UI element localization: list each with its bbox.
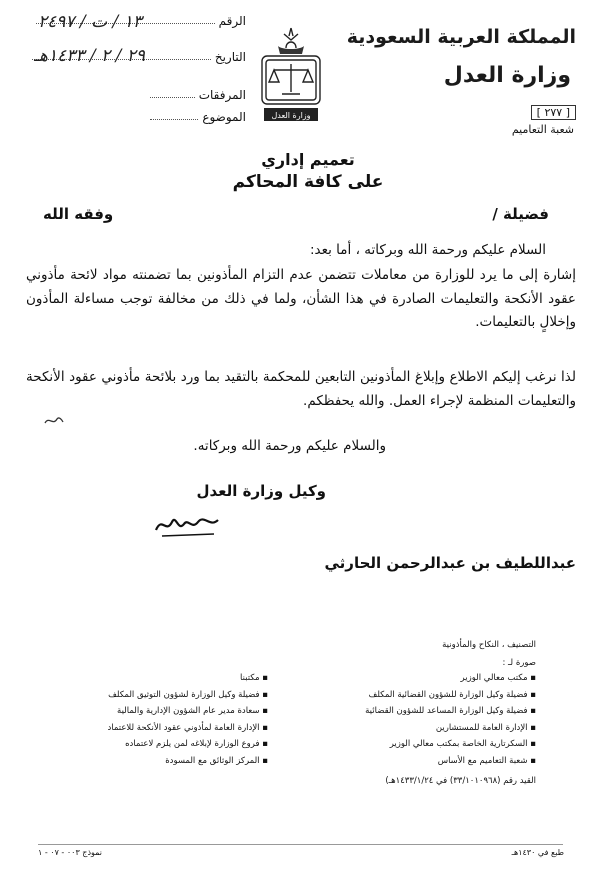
subject-dots — [150, 119, 198, 120]
footer-divider — [38, 844, 563, 845]
attachments-label: المرفقات — [198, 88, 246, 102]
list-item: ▪ الإدارة العامة للمستشارين — [316, 720, 536, 737]
record-number: القيد رقم (٣٣/١٠١٠٩٦٨) في ١٤٣٣/١/٢٤هـ) — [385, 776, 536, 786]
form-number: نموذج ٠٠٣ - ٠٧ - ١ — [38, 848, 103, 857]
signatory-title: وكيل وزارة العدل — [196, 482, 326, 500]
greeting: السلام عليكم ورحمة الله وبركاته ، أما بعد: — [309, 242, 546, 258]
department-label: شعبة التعاميم — [511, 123, 574, 136]
list-item: ▪ مكتب معالي الوزير — [316, 670, 536, 687]
kingdom-title: المملكة العربية السعودية — [346, 26, 576, 48]
circular-recipients: على كافة المحاكم — [232, 172, 384, 192]
ministry-emblem-icon — [258, 26, 324, 124]
subject-field — [150, 110, 246, 124]
copies-list-right — [316, 670, 536, 769]
ministry-title: وزارة العدل — [443, 63, 571, 88]
copies-list-left — [38, 670, 268, 769]
salutation-fadila: فضيلة / — [492, 205, 549, 223]
circular-title: تعميم إداري — [261, 150, 355, 169]
body-paragraph-2: لذا نرغب إليكم الاطلاع وإبلاغ المأذونين التابعين للمحكمة بالتقيد بما ورد بلائحة مأذوني عقود الأنكحة والتعليمات المنظمة لإجراء العمل. والله يحفظكم. — [26, 369, 576, 409]
list-item: ▪ السكرتارية الخاصة بمكتب معالي الوزير — [316, 736, 536, 753]
classification: التصنيف ، النكاح والمأذونية — [442, 640, 536, 650]
salutation-waffaqa: وفقه الله — [43, 205, 114, 223]
list-item: ▪ شعبة التعاميم مع الأساس — [316, 753, 536, 770]
list-item: ▪ فضيلة وكيل الوزارة المساعد للشؤون القضائية — [316, 703, 536, 720]
subject-label: الموضوع — [202, 110, 246, 124]
number-field — [36, 12, 246, 32]
list-item: ▪ المركز الوثائق مع المسودة — [38, 753, 268, 770]
closing-greeting: والسلام عليكم ورحمة الله وبركاته. — [193, 438, 386, 454]
emblem-caption: وزارة العدل — [271, 111, 311, 120]
signatory-name: عبداللطيف بن عبدالرحمن الحارثي — [324, 554, 576, 572]
handwritten-mark-icon — [44, 414, 64, 428]
body-paragraph-1: إشارة إلى ما يرد للوزارة من معاملات تتضمن عدم التزام المأذونين بما تضمنته مواد لائحة مأذوني عقود الأنكحة والتعليمات الصادرة في هذا الشأن، ولما في ذلك من مخالفة توجب مساءلة المأذون وإخلالٍ بالتعليمات. — [26, 267, 576, 330]
date-label: التاريخ — [214, 50, 246, 64]
attachments-dots — [150, 97, 195, 98]
copies-title: صورة لـ : — [502, 658, 536, 668]
number-value: ١٣ / ت / ٢٤٩٧ — [38, 12, 142, 32]
date-value: ٢٩ / ٢ / ١٤٣٣هـ — [34, 46, 145, 66]
attachments-field — [150, 88, 246, 102]
list-item: ▪ سعادة مدير عام الشؤون الإدارية والمالية — [38, 703, 268, 720]
list-item: ▪ الإدارة العامة لمأذوني عقود الأنكحة للاعتماد — [38, 720, 268, 737]
date-field — [32, 46, 246, 66]
list-item: ▪ فضيلة وكيل الوزارة للشؤون القضائية المكلف — [316, 687, 536, 704]
list-item: ▪ فروع الوزارة لإبلاغه لمن يلزم لاعتماده — [38, 736, 268, 753]
circular-reference: [ ٢٧٧ ] — [531, 105, 576, 120]
list-item: ▪ مكتبنا — [38, 670, 268, 687]
number-label: الرقم — [218, 14, 246, 28]
print-date: طبع في ١٤٣٠هـ — [511, 848, 564, 857]
signature-icon — [152, 508, 222, 542]
list-item: ▪ فضيلة وكيل الوزارة لشؤون التوثيق المكلف — [38, 687, 268, 704]
